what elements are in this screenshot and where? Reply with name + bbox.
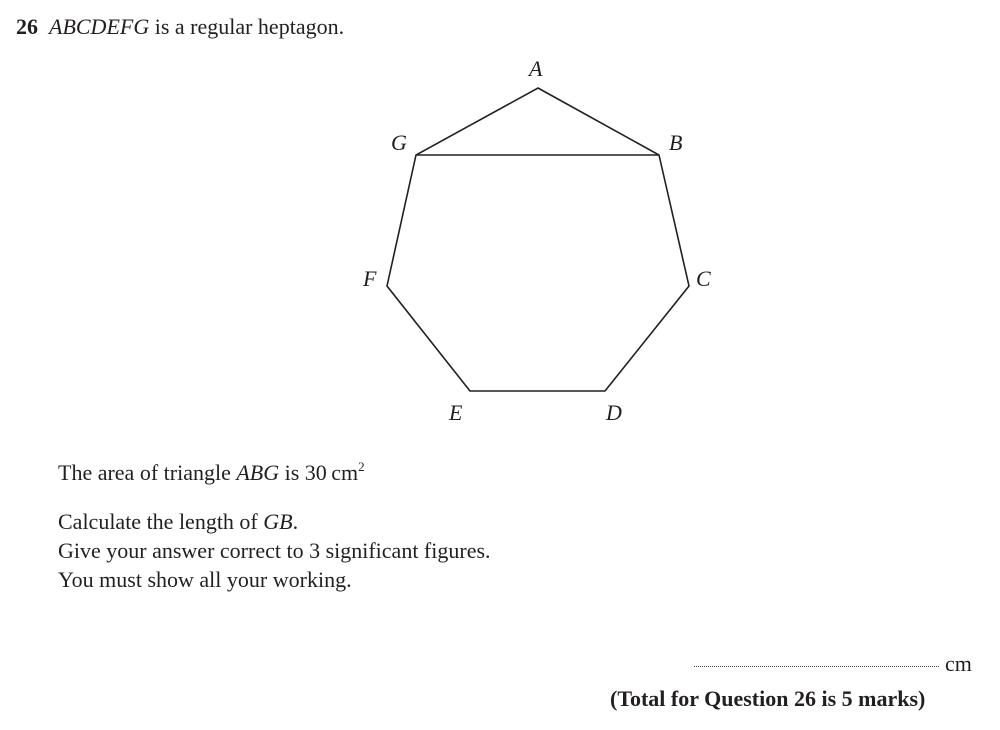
area-value: is 30 [279, 460, 327, 485]
instruction-sig-figs: Give your answer correct to 3 significant figures. [58, 538, 491, 563]
total-marks: (Total for Question 26 is 5 marks) [610, 686, 926, 711]
area-exponent: 2 [358, 459, 365, 474]
question-intro: is a regular heptagon. [149, 14, 345, 39]
heptagon-name: ABCDEFG [49, 14, 150, 39]
area-unit: cm [331, 460, 359, 485]
vertex-label-e: E [449, 400, 463, 425]
vertex-label-c: C [696, 266, 711, 291]
answer-line[interactable] [694, 651, 972, 677]
area-statement [58, 459, 365, 486]
answer-unit: cm [945, 651, 972, 676]
heptagon-outline [387, 88, 689, 391]
calc-prefix: Calculate the length of [58, 509, 264, 534]
vertex-label-g: G [391, 130, 407, 155]
vertex-label-d: D [606, 400, 622, 425]
instruction-working: You must show all your working. [58, 567, 352, 592]
segment-name: GB [263, 509, 293, 534]
vertex-label-f: F [363, 266, 377, 291]
calc-suffix: . [292, 509, 299, 534]
question-number: 26 [16, 14, 38, 39]
vertex-label-b: B [669, 130, 683, 155]
answer-blank[interactable] [694, 666, 939, 667]
instruction-calculate [58, 509, 298, 535]
vertex-label-a: A [529, 56, 543, 81]
area-prefix: The area of triangle [58, 460, 237, 485]
triangle-name: ABG [236, 460, 280, 485]
